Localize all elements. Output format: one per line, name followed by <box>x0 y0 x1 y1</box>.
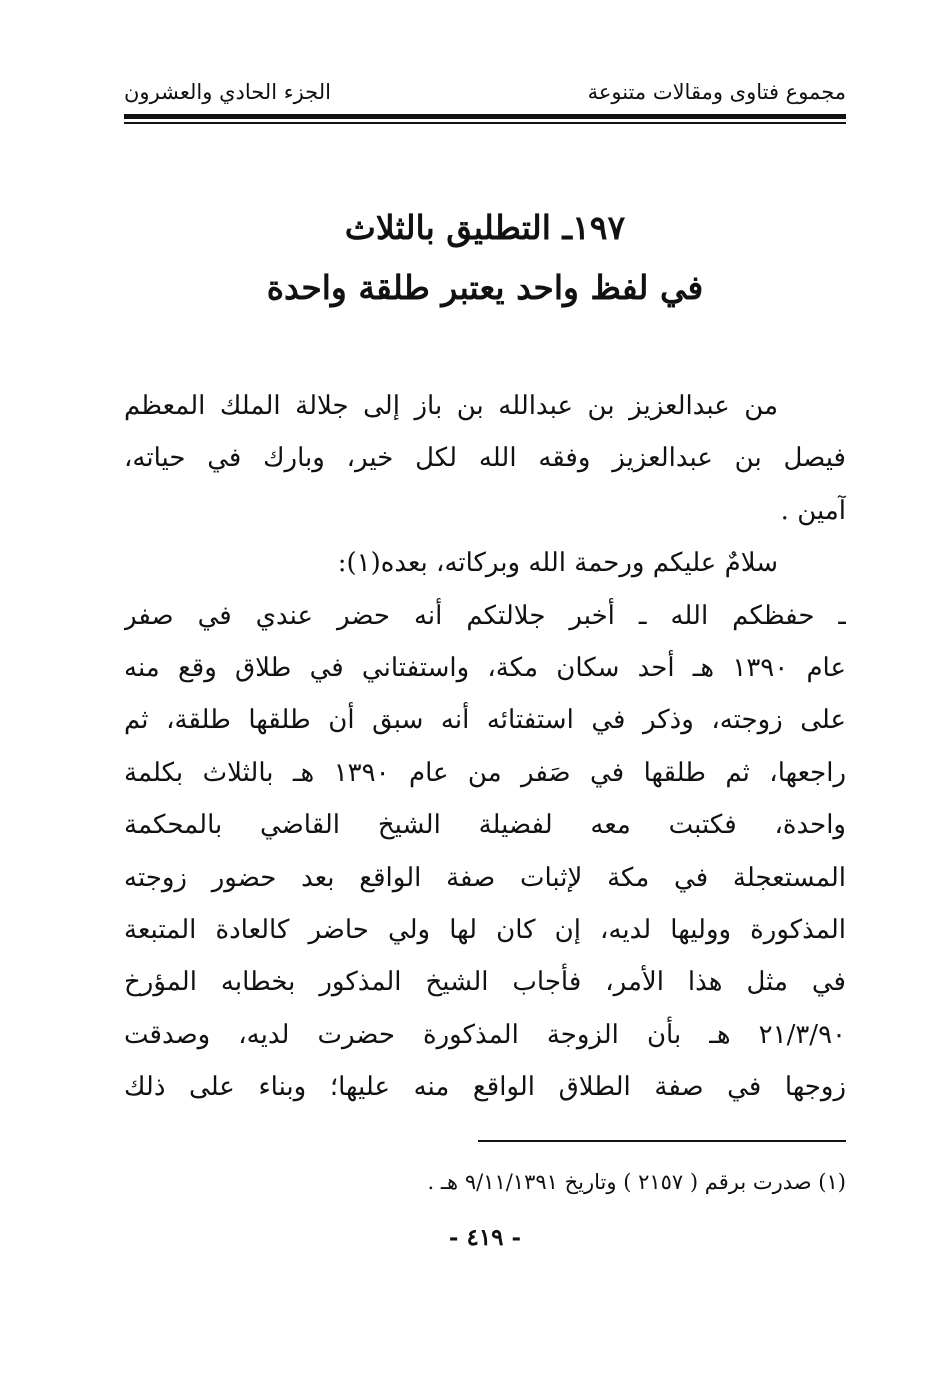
header-divider-thick <box>124 114 846 119</box>
body-line-8: راجعها، ثم طلقها في صَفر من عام ١٣٩٠ هـ بالثلاث بكلمة <box>124 757 846 788</box>
body-line-10: المستعجلة في مكة لإثبات صفة الواقع بعد حضور زوجته <box>124 862 846 893</box>
body-line-12: في مثل هذا الأمر، فأجاب الشيخ المذكور بخطابه المؤرخ <box>124 967 846 998</box>
body-line-14: زوجها في صفة الطلاق الواقع منه عليها؛ وبناء على ذلك <box>124 1072 846 1103</box>
body-line-1: من عبدالعزيز بن عبدالله بن باز إلى جلالة الملك المعظم <box>124 391 778 421</box>
body-line-3: آمين . <box>780 495 846 526</box>
body-line-5: ـ حفظكم الله ـ أخبر جلالتكم أنه حضر عندي في صفر <box>124 600 846 631</box>
body-line-6: عام ١٣٩٠ هـ أحد سكان مكة، واستفتاني في طلاق وقع منه <box>124 652 846 683</box>
body-text <box>124 380 846 1113</box>
header-divider-thin <box>124 122 846 124</box>
footnote-divider <box>478 1140 846 1142</box>
page-number: - ٤١٩ - <box>448 1224 522 1251</box>
title-line-2: في لفظ واحد يعتبر طلقة واحدة <box>266 268 704 307</box>
body-line-7: على زوجته، وذكر في استفتائه أنه سبق أن طلقها طلقة، ثم <box>124 705 846 736</box>
body-line-2: فيصل بن عبدالعزيز وفقه الله لكل خير، وبارك في حياته، <box>124 443 846 474</box>
title-line-1: ١٩٧ـ التطليق بالثلاث <box>344 208 626 247</box>
body-line-9: واحدة، فكتبت معه لفضيلة الشيخ القاضي بالمحكمة <box>124 810 846 841</box>
body-line-11: المذكورة ووليها لديه، إن كان لها ولي حاضر كالعادة المتبعة <box>124 914 846 945</box>
article-title <box>124 198 846 318</box>
volume-label: الجزء الحادي والعشرون <box>124 80 331 104</box>
running-header <box>124 78 846 114</box>
salutation-line: سلامٌ عليكم ورحمة الله وبركاته، بعده(١): <box>337 548 778 579</box>
footnote: (١) صدرت برقم ( ٢١٥٧ ) وتاريخ ٩/١١/١٣٩١ هـ . <box>427 1170 846 1194</box>
body-line-13: ٢١/٣/٩٠ هـ بأن الزوجة المذكورة حضرت لديه، وصدقت <box>124 1019 846 1050</box>
book-title: مجموع فتاوى ومقالات متنوعة <box>587 80 846 104</box>
